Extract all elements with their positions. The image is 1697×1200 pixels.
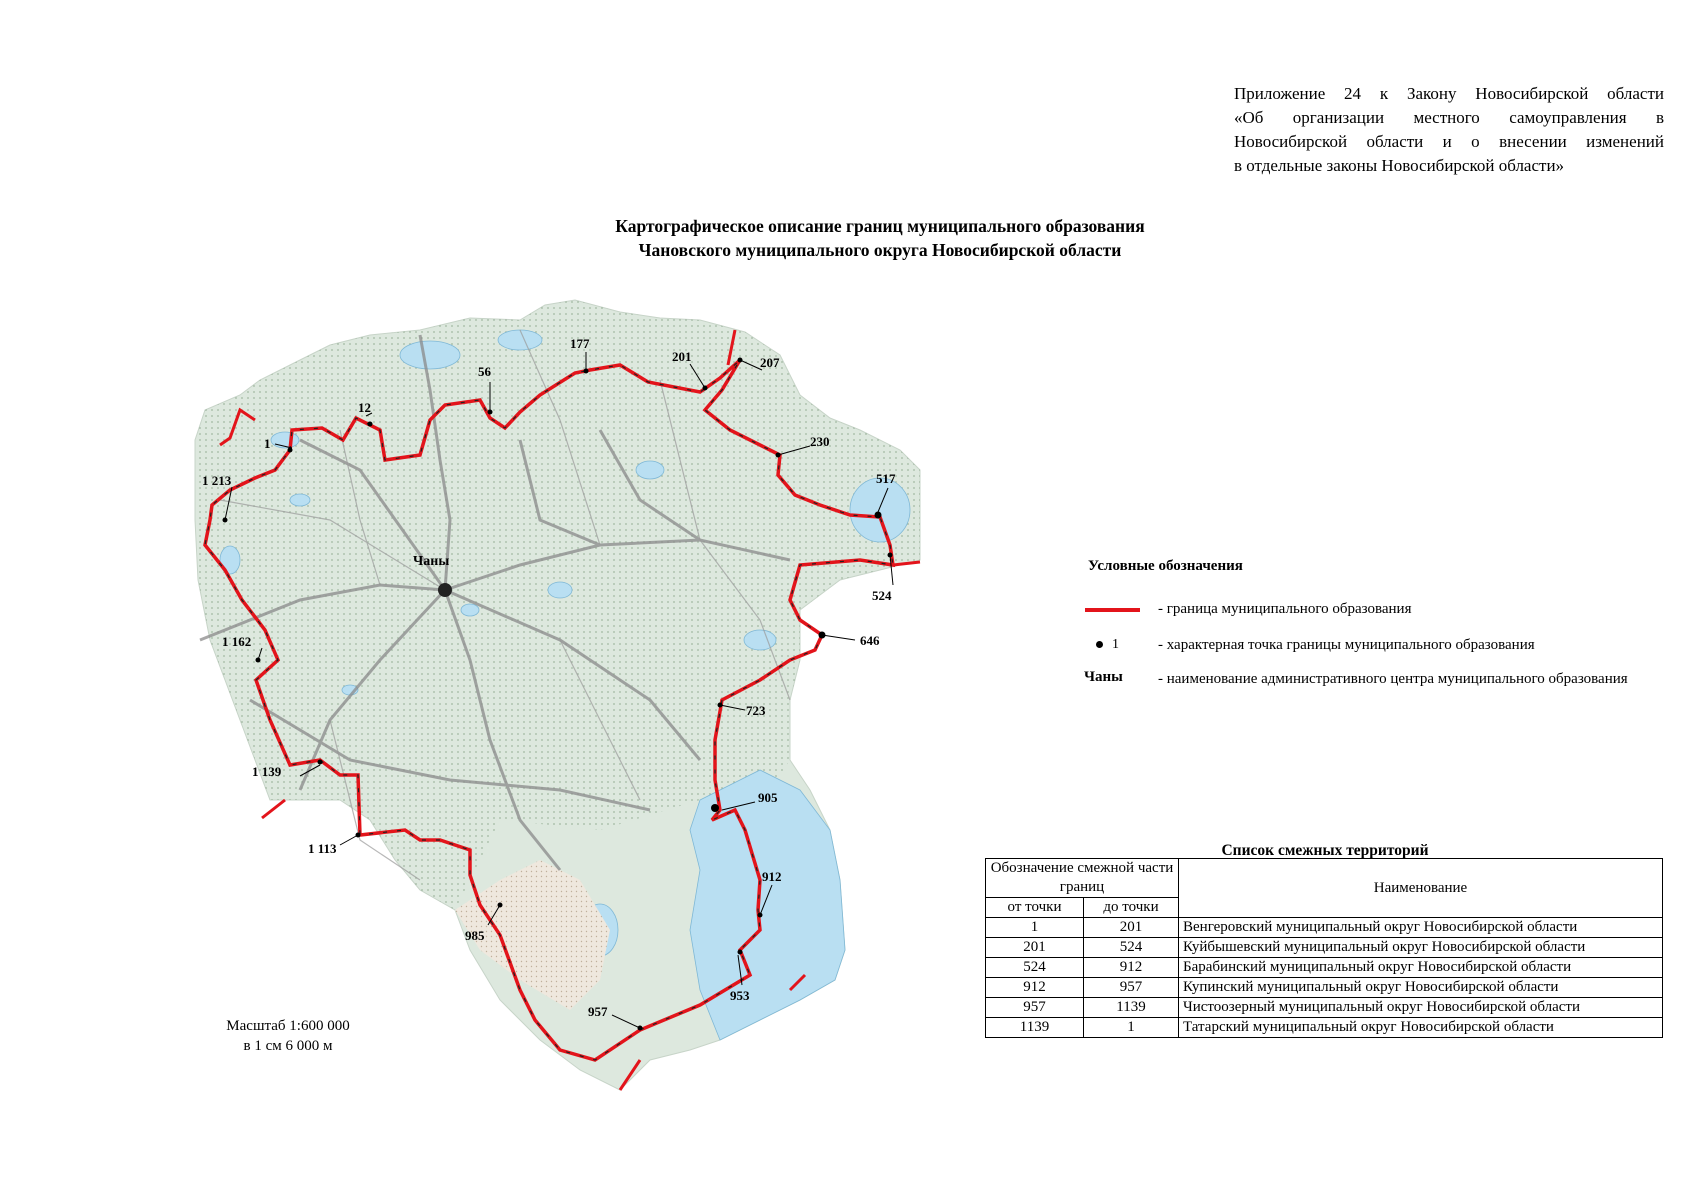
cell-to: 201 — [1084, 918, 1179, 938]
cell-from: 201 — [986, 938, 1084, 958]
cell-name: Купинский муниципальный округ Новосибирской области — [1179, 978, 1663, 998]
table-row — [986, 1018, 1663, 1038]
legend-point-desc: - характерная точка границы муниципального образования — [1158, 637, 1535, 653]
leader-line — [822, 635, 855, 640]
point-label: 177 — [570, 336, 590, 351]
title-line-2: Чановского муниципального округа Новосибирской области — [638, 240, 1122, 260]
appendix-line: «Об организации местного самоуправления в — [1234, 108, 1664, 127]
appendix-line: Новосибирской области и о внесении изменений — [1234, 132, 1664, 151]
point-label: 12 — [358, 400, 371, 415]
point-label: 957 — [588, 1004, 608, 1019]
legend-row-center — [1080, 669, 1640, 713]
cell-to: 1 — [1084, 1018, 1179, 1038]
adjacent-territories-table — [985, 858, 1663, 1038]
table-row — [986, 958, 1663, 978]
point-label: 1 213 — [202, 473, 232, 488]
cell-from: 524 — [986, 958, 1084, 978]
point-label: 985 — [465, 928, 485, 943]
point-label: 56 — [478, 364, 491, 379]
point-label: 517 — [876, 471, 896, 486]
cell-name: Венгеровский муниципальный округ Новосибирской области — [1179, 918, 1663, 938]
center-marker — [438, 583, 452, 597]
legend — [1080, 558, 1640, 713]
header-boundary-part: Обозначение смежной части границ — [986, 859, 1179, 898]
cell-from: 957 — [986, 998, 1084, 1018]
point-label: 1 — [264, 436, 271, 451]
table-header-row — [986, 859, 1663, 898]
title-line-1: Картографическое описание границ муниципального образования — [615, 216, 1145, 236]
table-row — [986, 998, 1663, 1018]
header-to: до точки — [1084, 898, 1179, 918]
table-row — [986, 918, 1663, 938]
cell-from: 1139 — [986, 1018, 1084, 1038]
point-label: 723 — [746, 703, 766, 718]
header-from: от точки — [986, 898, 1084, 918]
cell-name: Татарский муниципальный округ Новосибирской области — [1179, 1018, 1663, 1038]
cell-to: 912 — [1084, 958, 1179, 978]
cell-name: Барабинский муниципальный округ Новосибирской области — [1179, 958, 1663, 978]
table-row — [986, 978, 1663, 998]
point-label: 1 139 — [252, 764, 282, 779]
cell-to: 1139 — [1084, 998, 1179, 1018]
leader-line — [340, 835, 358, 845]
adjacent-list-title: Список смежных территорий — [1221, 842, 1429, 859]
cell-name: Куйбышевский муниципальный округ Новосибирской области — [1179, 938, 1663, 958]
legend-title: Условные обозначения — [1088, 558, 1243, 574]
point-label: 1 113 — [308, 841, 337, 856]
header-name: Наименование — [1179, 859, 1663, 918]
cell-from: 912 — [986, 978, 1084, 998]
point-label: 230 — [810, 434, 830, 449]
legend-boundary-desc: - граница муниципального образования — [1158, 601, 1412, 617]
appendix-line: в отдельные законы Новосибирской области» — [1234, 156, 1565, 175]
legend-center-desc: - наименование административного центра муниципального образования — [1158, 671, 1628, 687]
point-label: 201 — [672, 349, 692, 364]
table-row — [986, 938, 1663, 958]
cell-name: Чистоозерный муниципальный округ Новосибирской области — [1179, 998, 1663, 1018]
legend-point-sample: 1 — [1112, 637, 1119, 652]
point-label: 905 — [758, 790, 778, 805]
scale-ratio: Масштаб 1:600 000 — [226, 1018, 350, 1034]
point-label: 207 — [760, 355, 780, 370]
point-label: 912 — [762, 869, 782, 884]
point-label: 524 — [872, 588, 892, 603]
scale-distance: в 1 см 6 000 м — [243, 1038, 333, 1054]
point-label: 953 — [730, 988, 750, 1003]
map-scale — [198, 1016, 378, 1056]
legend-center-sample: Чаны — [1084, 669, 1123, 685]
point-label: 646 — [860, 633, 880, 648]
cell-to: 957 — [1084, 978, 1179, 998]
cell-from: 1 — [986, 918, 1084, 938]
point-label: 1 162 — [222, 634, 252, 649]
cell-to: 524 — [1084, 938, 1179, 958]
legend-row-point — [1080, 635, 1640, 663]
center-label: Чаны — [413, 554, 450, 569]
legend-row-boundary — [1080, 599, 1640, 627]
appendix-line: Приложение 24 к Закону Новосибирской области — [1234, 84, 1664, 103]
